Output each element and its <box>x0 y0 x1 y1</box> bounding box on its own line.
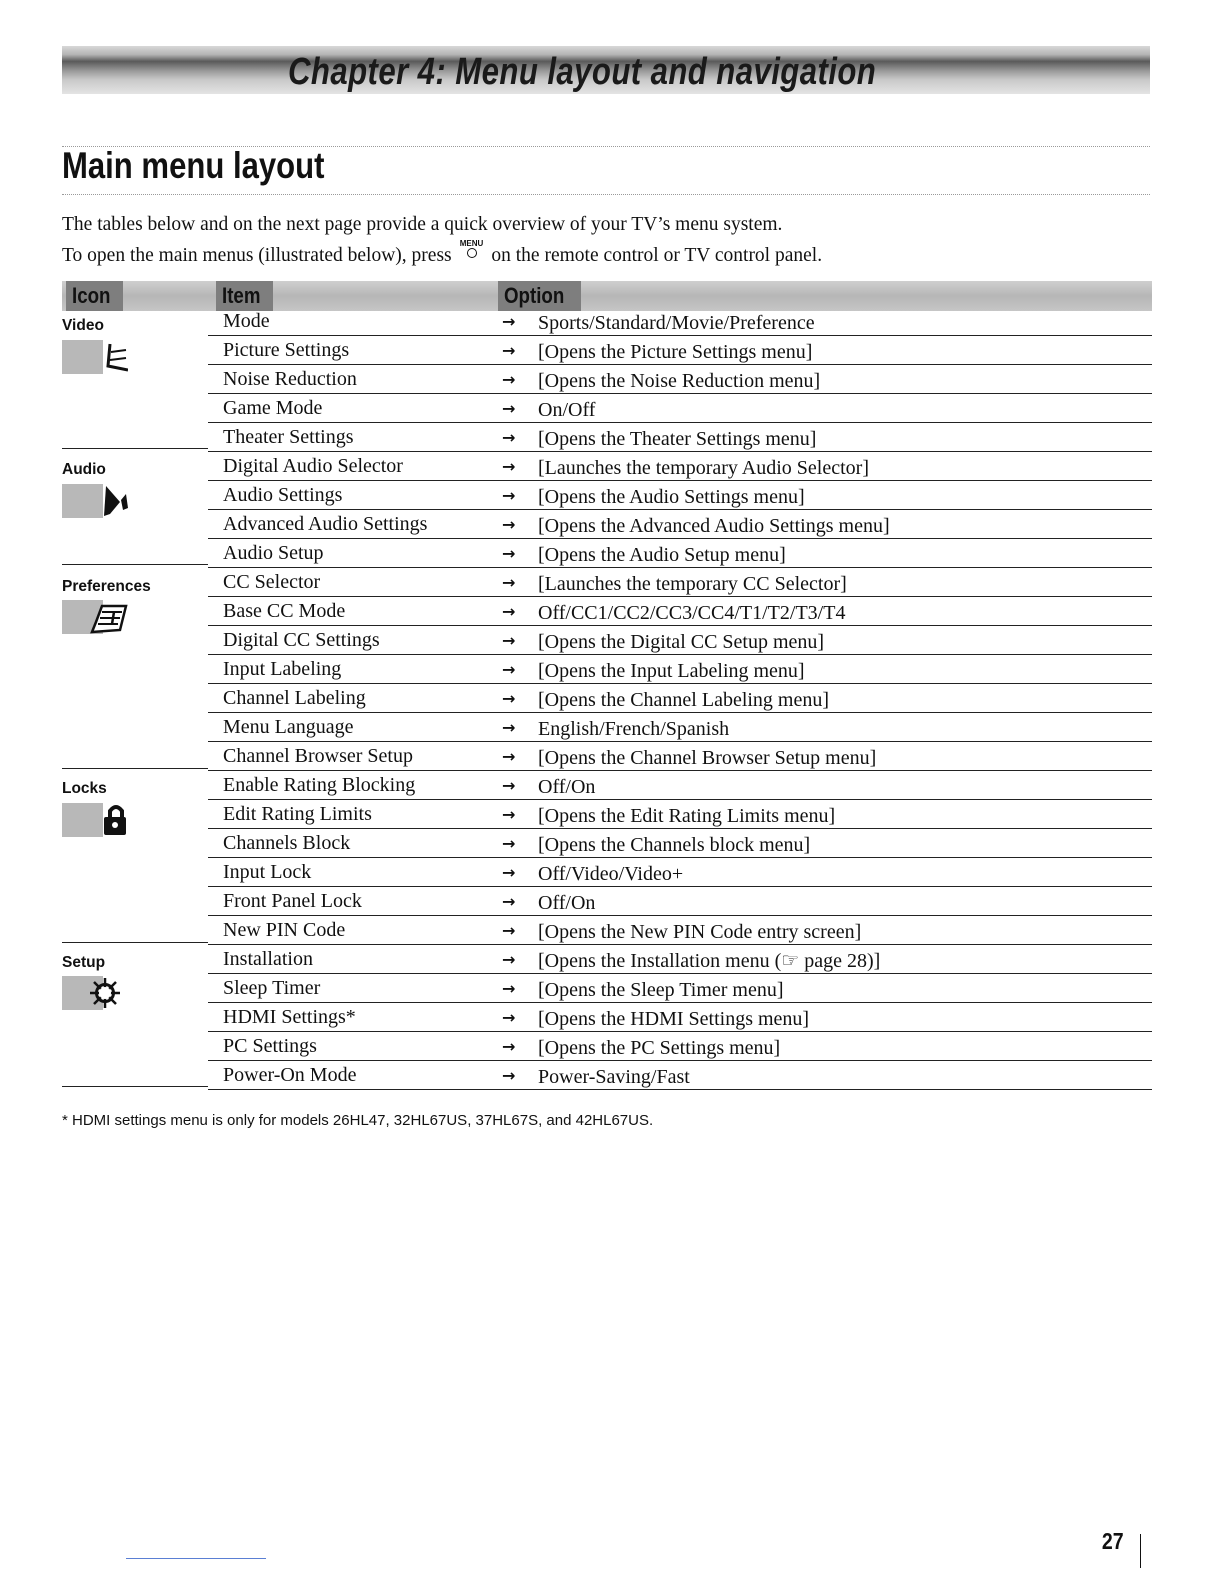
table-row <box>208 1061 1152 1090</box>
option-cell: [Opens the Theater Settings menu] <box>538 428 817 450</box>
header-option: Option <box>498 281 581 311</box>
item-cell: Channel Browser Setup <box>223 745 413 767</box>
option-cell: Sports/Standard/Movie/Preference <box>538 312 815 334</box>
arrow-icon: → <box>502 573 516 592</box>
table-row <box>208 1032 1152 1061</box>
group-label-preferences: Preferences <box>62 578 151 595</box>
table-row <box>208 858 1152 887</box>
item-cell: Digital Audio Selector <box>223 455 403 477</box>
arrow-icon: → <box>502 660 516 679</box>
item-cell: Mode <box>223 310 270 332</box>
item-cell: Audio Settings <box>223 484 343 506</box>
option-cell: On/Off <box>538 399 596 421</box>
header-icon: Icon <box>66 281 123 311</box>
arrow-icon: → <box>502 486 516 505</box>
arrow-icon: → <box>502 428 516 447</box>
group-label-setup: Setup <box>62 954 106 971</box>
header-item: Item <box>216 281 273 311</box>
option-cell: Power-Saving/Fast <box>538 1066 690 1088</box>
page-number-rule <box>1140 1534 1141 1568</box>
table-row <box>208 684 1152 713</box>
option-cell: [Opens the New PIN Code entry screen] <box>538 921 862 943</box>
option-cell: Off/Video/Video+ <box>538 863 684 885</box>
option-cell: [Opens the Noise Reduction menu] <box>538 370 821 392</box>
option-cell: [Opens the Advanced Audio Settings menu] <box>538 515 890 537</box>
intro-line-1: The tables below and on the next page provide a quick overview of your TV’s menu system. <box>62 214 783 235</box>
item-cell: Installation <box>223 948 313 970</box>
group-label-video: Video <box>62 317 104 334</box>
option-cell: Off/On <box>538 892 596 914</box>
item-cell: New PIN Code <box>223 919 346 941</box>
item-cell: HDMI Settings* <box>223 1006 356 1028</box>
group-separator <box>62 768 208 769</box>
item-cell: Input Labeling <box>223 658 342 680</box>
footnote: * HDMI settings menu is only for models 26HL47, 32HL67US, 37HL67S, and 42HL67US. <box>62 1112 654 1129</box>
table-row <box>208 336 1152 365</box>
menu-button-icon: MENU <box>459 240 485 258</box>
arrow-icon: → <box>502 631 516 650</box>
arrow-icon: → <box>502 370 516 389</box>
arrow-icon: → <box>502 892 516 911</box>
intro-line-2-end: on the remote control or TV control panel. <box>491 245 823 266</box>
arrow-icon: → <box>502 718 516 737</box>
option-cell: [Opens the Installation menu (☞ page 28)] <box>538 950 881 972</box>
item-cell: Advanced Audio Settings <box>223 513 428 535</box>
table-row <box>208 887 1152 916</box>
item-cell: Audio Setup <box>223 542 324 564</box>
option-cell: Off/On <box>538 776 596 798</box>
arrow-icon: → <box>502 776 516 795</box>
option-cell: [Opens the Input Labeling menu] <box>538 660 805 682</box>
item-cell: Sleep Timer <box>223 977 321 999</box>
table-row <box>208 974 1152 1003</box>
item-cell: Theater Settings <box>223 426 354 448</box>
table-row <box>208 597 1152 626</box>
option-cell: [Opens the Sleep Timer menu] <box>538 979 784 1001</box>
arrow-icon: → <box>502 863 516 882</box>
table-row <box>208 423 1152 452</box>
table-row <box>208 626 1152 655</box>
table-row <box>208 394 1152 423</box>
bottom-rule <box>126 1558 266 1559</box>
video-icon <box>62 340 128 374</box>
table-row <box>208 481 1152 510</box>
preferences-icon <box>62 600 128 634</box>
arrow-icon: → <box>502 805 516 824</box>
arrow-icon: → <box>502 1008 516 1027</box>
item-cell: Digital CC Settings <box>223 629 380 651</box>
table-row <box>208 945 1152 974</box>
item-cell: PC Settings <box>223 1035 317 1057</box>
intro-line-2-start: To open the main menus (illustrated below), press <box>62 245 452 266</box>
item-cell: Noise Reduction <box>223 368 357 390</box>
table-row <box>208 452 1152 481</box>
lock-icon <box>62 803 128 837</box>
page-number: 27 <box>1102 1528 1124 1554</box>
option-cell: [Opens the Audio Settings menu] <box>538 486 805 508</box>
item-cell: Input Lock <box>223 861 312 883</box>
page-title: Main menu layout <box>62 145 325 186</box>
group-separator <box>62 564 208 565</box>
option-cell: [Opens the Channels block menu] <box>538 834 811 856</box>
item-cell: Base CC Mode <box>223 600 346 622</box>
option-cell: [Opens the Digital CC Setup menu] <box>538 631 825 653</box>
table-row <box>208 800 1152 829</box>
table-row <box>208 829 1152 858</box>
table-row <box>208 510 1152 539</box>
arrow-icon: → <box>502 341 516 360</box>
chapter-title: Chapter 4: Menu layout and navigation <box>288 51 877 93</box>
group-separator <box>62 1086 208 1087</box>
option-cell: [Opens the Audio Setup menu] <box>538 544 786 566</box>
table-row <box>208 916 1152 945</box>
table-row <box>208 1003 1152 1032</box>
arrow-icon: → <box>502 602 516 621</box>
arrow-icon: → <box>502 747 516 766</box>
arrow-icon: → <box>502 921 516 940</box>
audio-icon <box>62 484 128 518</box>
option-cell: [Opens the PC Settings menu] <box>538 1037 781 1059</box>
heading-rule-bottom <box>62 194 1150 195</box>
option-cell: [Launches the temporary Audio Selector] <box>538 457 869 479</box>
arrow-icon: → <box>502 544 516 563</box>
item-cell: Front Panel Lock <box>223 890 362 912</box>
table-row <box>208 742 1152 771</box>
arrow-icon: → <box>502 515 516 534</box>
setup-icon <box>62 976 128 1010</box>
table-row <box>208 713 1152 742</box>
item-cell: Game Mode <box>223 397 323 419</box>
item-cell: CC Selector <box>223 571 321 593</box>
intro-line-2 <box>62 240 822 268</box>
table-row <box>208 307 1152 336</box>
arrow-icon: → <box>502 1037 516 1056</box>
table-row <box>208 655 1152 684</box>
option-cell: English/French/Spanish <box>538 718 730 740</box>
group-label-audio: Audio <box>62 461 106 478</box>
option-cell: [Opens the Picture Settings menu] <box>538 341 813 363</box>
arrow-icon: → <box>502 834 516 853</box>
group-label-locks: Locks <box>62 780 107 797</box>
table-row <box>208 365 1152 394</box>
arrow-icon: → <box>502 689 516 708</box>
item-cell: Picture Settings <box>223 339 350 361</box>
item-cell: Channels Block <box>223 832 351 854</box>
item-cell: Power-On Mode <box>223 1064 357 1086</box>
table-row <box>208 539 1152 568</box>
option-cell: [Opens the Channel Labeling menu] <box>538 689 830 711</box>
arrow-icon: → <box>502 979 516 998</box>
option-cell: [Opens the Edit Rating Limits menu] <box>538 805 836 827</box>
arrow-icon: → <box>502 1066 516 1085</box>
option-cell: [Launches the temporary CC Selector] <box>538 573 847 595</box>
arrow-icon: → <box>502 399 516 418</box>
table-row <box>208 771 1152 800</box>
item-cell: Menu Language <box>223 716 354 738</box>
item-cell: Channel Labeling <box>223 687 366 709</box>
option-cell: Off/CC1/CC2/CC3/CC4/T1/T2/T3/T4 <box>538 602 846 624</box>
arrow-icon: → <box>502 312 516 331</box>
arrow-icon: → <box>502 457 516 476</box>
table-row <box>208 568 1152 597</box>
arrow-icon: → <box>502 950 516 969</box>
option-cell: [Opens the Channel Browser Setup menu] <box>538 747 877 769</box>
item-cell: Enable Rating Blocking <box>223 774 416 796</box>
option-cell: [Opens the HDMI Settings menu] <box>538 1008 810 1030</box>
item-cell: Edit Rating Limits <box>223 803 372 825</box>
group-separator <box>62 942 208 943</box>
group-separator <box>62 448 208 449</box>
